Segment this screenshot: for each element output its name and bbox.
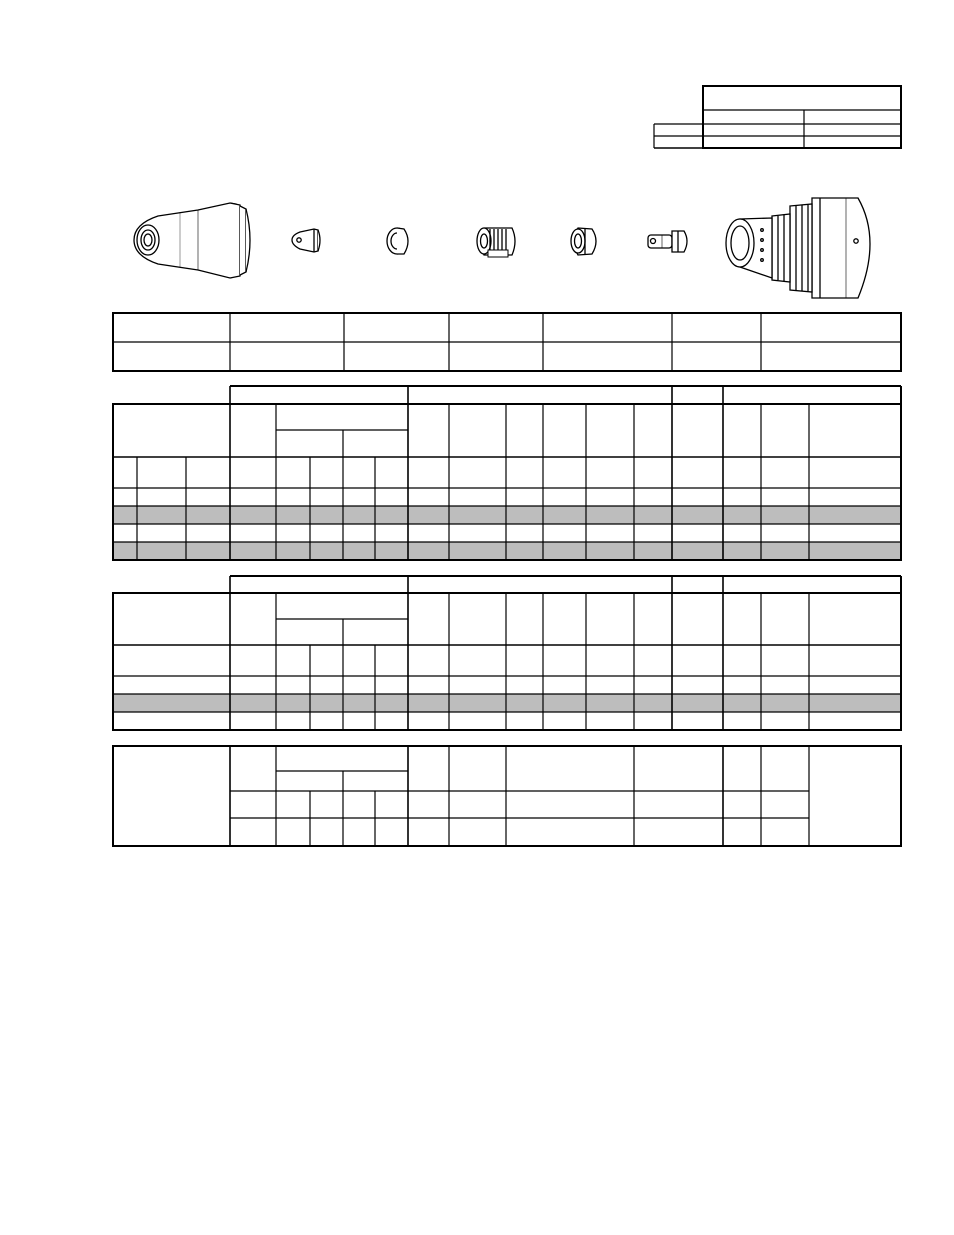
- part-number-table: [113, 313, 901, 371]
- cut-chart-table-3: [113, 746, 901, 846]
- nozzle-insert-icon: [571, 228, 596, 255]
- nozzle-icon: [292, 229, 320, 252]
- shield-icon: [134, 203, 250, 278]
- swirl-ring-icon: [387, 228, 408, 254]
- table-row-shaded: [113, 506, 901, 524]
- cut-chart-table-2: [113, 576, 901, 730]
- table-row-shaded: [113, 694, 901, 712]
- electrode-icon: [648, 231, 687, 252]
- retaining-cap-icon: [477, 228, 515, 257]
- table-row-shaded: [113, 542, 901, 560]
- cut-chart-table-1: [113, 386, 901, 560]
- torch-body-icon: [726, 198, 870, 298]
- consumables-illustration: [134, 198, 870, 298]
- header-reference-table: [654, 86, 901, 148]
